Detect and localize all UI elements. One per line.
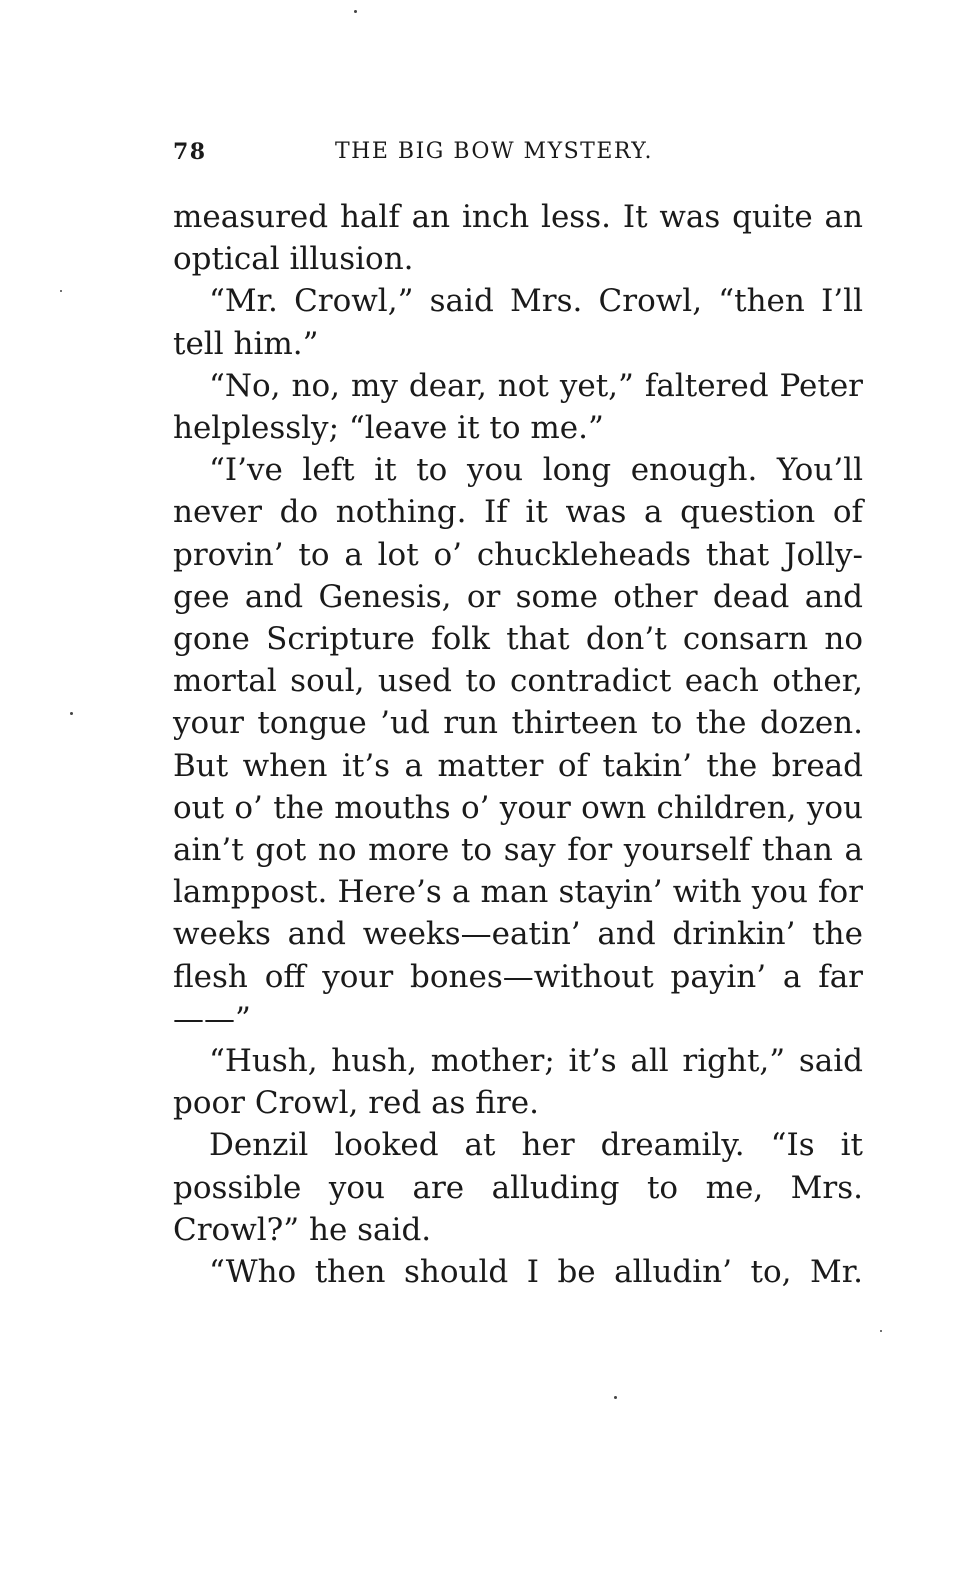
running-title: THE BIG BOW MYSTERY. (335, 139, 653, 164)
paper-speck (614, 1396, 617, 1399)
paper-speck (60, 290, 62, 292)
paragraph: “Mr. Crowl,” said Mrs. Crowl, “then I’ll tell him.” (173, 283, 863, 362)
paper-speck (354, 10, 357, 13)
paragraph: “Hush, hush, mother; it’s all right,” said poor Crowl, red as fire. (173, 1043, 863, 1122)
paragraph: Denzil looked at her dreamily. “Is it possible you are alluding to me, Mrs. Crowl?” he said. (173, 1127, 863, 1248)
paragraph-continuation: measured half an inch less. It was quite an optical illusion. (173, 199, 863, 278)
paper-speck (70, 712, 73, 715)
page-body (173, 196, 863, 1293)
paragraph: “No, no, my dear, not yet,” faltered Peter helplessly; “leave it to me.” (173, 367, 863, 447)
page-header (173, 134, 863, 170)
page-number: 78 (173, 139, 207, 165)
paragraph-unfinished: “Who then should I be alludin’ to, Mr. (209, 1254, 863, 1291)
paper-speck (880, 1330, 882, 1332)
paragraph: “I’ve left it to you long enough. You’ll never do nothing. If it was a question of provin’ to a lot o’ chuckleheads that Jolly-gee and Genesis, or some other dead and gone Scripture folk that don’t consarn no mortal soul, used to contradict each other, your tongue ’ud run thirteen to the dozen. But when it’s a matter of takin’ the bread out o’ the mouths o’ your own children, you ain’t got no more to say for yourself than a lamppost. Here’s a man stayin’ with you for weeks and weeks—eatin’ and drinkin’ the flesh off your bones—without payin’ a far——” (173, 452, 863, 1037)
